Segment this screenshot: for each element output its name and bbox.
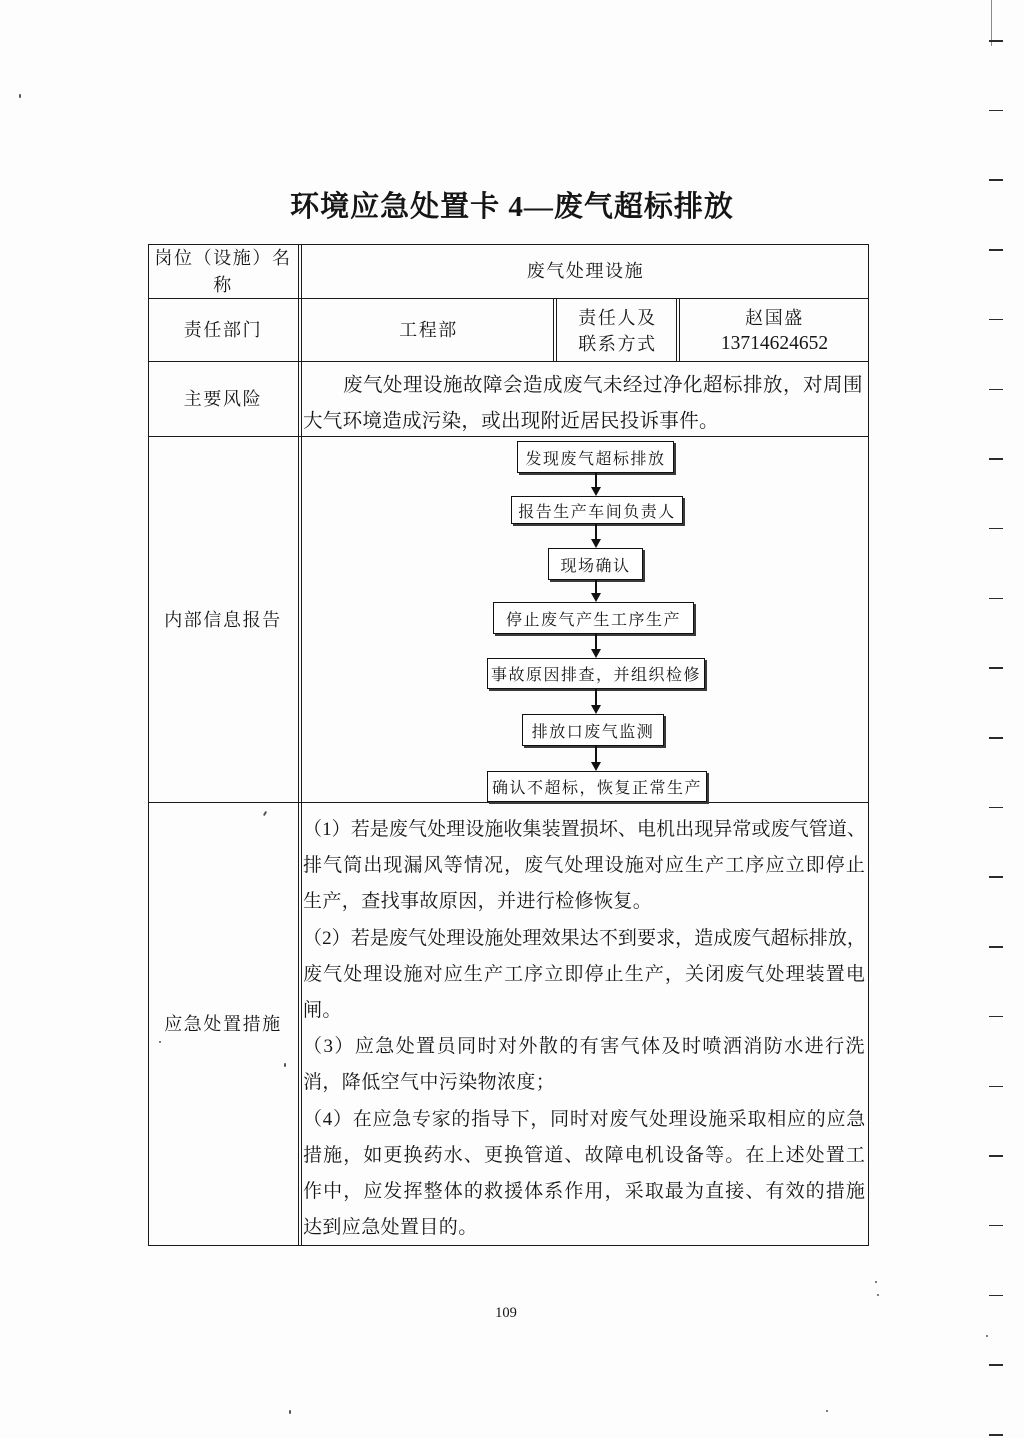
binding-margin-dash (989, 598, 1003, 600)
measure-line-text: 生产，查找事故原因，并进行检修恢复。 (303, 891, 653, 913)
measure-item-4 (303, 1102, 866, 1247)
responsible-name: 赵国盛 (745, 307, 804, 328)
binding-margin-dash (989, 179, 1003, 181)
flow-step-text: 排放口废气监测 (531, 723, 655, 741)
measure-line (303, 921, 866, 957)
post-label-cell (148, 244, 298, 299)
measure-line-text: 作中，应发挥整体的救援体系作用，采取最为直接、有效的措施 (303, 1181, 866, 1203)
flow-step-1 (517, 441, 674, 473)
disposal-card-table (148, 244, 869, 1246)
binding-margin-dash (989, 110, 1003, 112)
flow-step-4 (493, 602, 694, 634)
scan-speck (159, 1041, 161, 1043)
internal-report-label-cell (148, 437, 298, 803)
measure-line-text: 闸。 (303, 1000, 342, 1022)
flow-step-6 (522, 714, 664, 746)
responsible-value-cell (680, 299, 869, 362)
risk-line-text: 大气环境造成污染，或出现附近居民投诉事件。 (303, 411, 719, 432)
emergency-measures-text (303, 812, 866, 1246)
flow-arrow (591, 746, 601, 771)
binding-margin-dash (989, 528, 1003, 530)
flow-step-7 (487, 771, 707, 802)
measure-line-text: （2）若是废气处理设施处理效果达不到要求，造成废气超标排放， (303, 927, 866, 949)
flow-step-5 (487, 658, 705, 689)
binding-margin-dash (989, 389, 1003, 391)
binding-margin-dash (989, 1016, 1003, 1018)
binding-margin-dash (989, 249, 1003, 251)
measure-line-text: 措施，如更换药水、更换管道、故障电机设备等。在上述处置工 (303, 1144, 866, 1166)
flow-arrow (591, 473, 601, 496)
binding-margin-dash (989, 1295, 1003, 1297)
scan-speck (289, 1410, 291, 1414)
emergency-measures-label-cell (148, 803, 298, 1246)
internal-report-label: 内部信息报告 (164, 609, 282, 630)
measure-line (303, 1138, 866, 1174)
flow-step-text: 停止废气产生工序生产 (505, 611, 681, 629)
flow-step-text: 发现废气超标排放 (525, 450, 666, 468)
post-label-line: 称 (213, 274, 233, 295)
binding-margin-dash (989, 946, 1003, 948)
flow-step-text: 事故原因排查，并组织检修 (490, 667, 701, 684)
binding-margin-dash (989, 1155, 1003, 1157)
flow-arrow (591, 634, 601, 658)
scan-speck (826, 1410, 828, 1412)
department-label-cell (148, 299, 298, 362)
flow-arrow (591, 524, 601, 548)
binding-margin-dash (989, 1434, 1003, 1436)
measure-line-text: （4）在应急专家的指导下，同时对废气处理设施采取相应的应急 (303, 1108, 866, 1130)
measure-line (303, 1065, 866, 1101)
flow-step-text: 报告生产车间负责人 (518, 503, 676, 521)
measure-line (303, 848, 866, 884)
emergency-measures-label: 应急处置措施 (164, 1014, 282, 1034)
responsible-phone: 13714624652 (720, 332, 829, 354)
responsible-label-line: 联系方式 (578, 333, 657, 354)
risk-line-text: 废气处理设施故障会造成废气未经过净化超标排放，对周围 (343, 375, 863, 396)
binding-margin-dash (989, 40, 1003, 42)
flow-step-text: 现场确认 (560, 557, 631, 575)
binding-margin-dash (989, 1225, 1003, 1227)
flow-step-3 (548, 548, 643, 580)
scan-speck (877, 1294, 879, 1296)
measure-line (303, 957, 866, 993)
binding-margin-dash (989, 876, 1003, 878)
binding-margin-dash (989, 458, 1003, 460)
post-value-cell (302, 244, 869, 299)
risk-line (303, 404, 866, 440)
binding-margin-dash (989, 319, 1003, 321)
flow-step-text: 确认不超标，恢复正常生产 (491, 780, 702, 797)
binding-margin-dash (989, 1086, 1003, 1088)
measure-item-2 (303, 921, 866, 1030)
binding-margin-dash (989, 737, 1003, 739)
binding-margin-dash (989, 1364, 1003, 1366)
main-risk-text (303, 368, 866, 440)
scan-speck (284, 1063, 286, 1067)
post-label-line: 岗位（设施）名 (154, 247, 292, 268)
scan-speck (875, 1281, 877, 1283)
binding-margin-dash (989, 667, 1003, 669)
measure-line-text: 消，降低空气中污染物浓度； (303, 1072, 556, 1094)
responsible-label-cell (557, 299, 678, 362)
page-number: 109 (495, 1305, 517, 1321)
measure-line (303, 812, 866, 848)
card-title: 环境应急处置卡 4—废气超标排放 (290, 191, 734, 223)
department-label: 责任部门 (183, 320, 263, 340)
department-value-cell (302, 299, 555, 362)
internal-report-flowchart (302, 437, 869, 803)
risk-line (343, 368, 863, 404)
binding-margin-dash (989, 807, 1003, 809)
measure-line (303, 1029, 866, 1065)
measure-line-text: （1）若是废气处理设施收集装置损坏、电机出现异常或废气管道、 (303, 819, 866, 840)
measure-line-text: 排气筒出现漏风等情况，废气处理设施对应生产工序应立即停止 (303, 855, 866, 877)
post-value: 废气处理设施 (526, 261, 645, 281)
measure-line (303, 1174, 866, 1210)
measure-line-text: （3）应急处置员同时对外散的有害气体及时喷洒消防水进行洗 (303, 1036, 866, 1058)
measure-line (303, 884, 866, 920)
measure-line (303, 993, 866, 1029)
department-value: 工程部 (399, 320, 458, 340)
scan-speck (19, 94, 21, 98)
measure-line (303, 1102, 866, 1138)
measure-item-3 (303, 1029, 866, 1101)
flow-arrow (591, 689, 601, 714)
main-risk-label-cell (148, 362, 298, 437)
scan-speck (986, 1335, 988, 1337)
flow-step-2 (511, 496, 683, 524)
measure-item-1 (303, 812, 866, 921)
responsible-label-line: 责任人及 (578, 307, 657, 328)
measure-line (303, 1210, 866, 1246)
measure-line-text: 废气处理设施对应生产工序立即停止生产，关闭废气处理装置电 (303, 963, 866, 985)
measure-line-text: 达到应急处置目的。 (303, 1217, 478, 1239)
main-risk-label: 主要风险 (183, 389, 263, 409)
flow-arrow (591, 580, 601, 602)
